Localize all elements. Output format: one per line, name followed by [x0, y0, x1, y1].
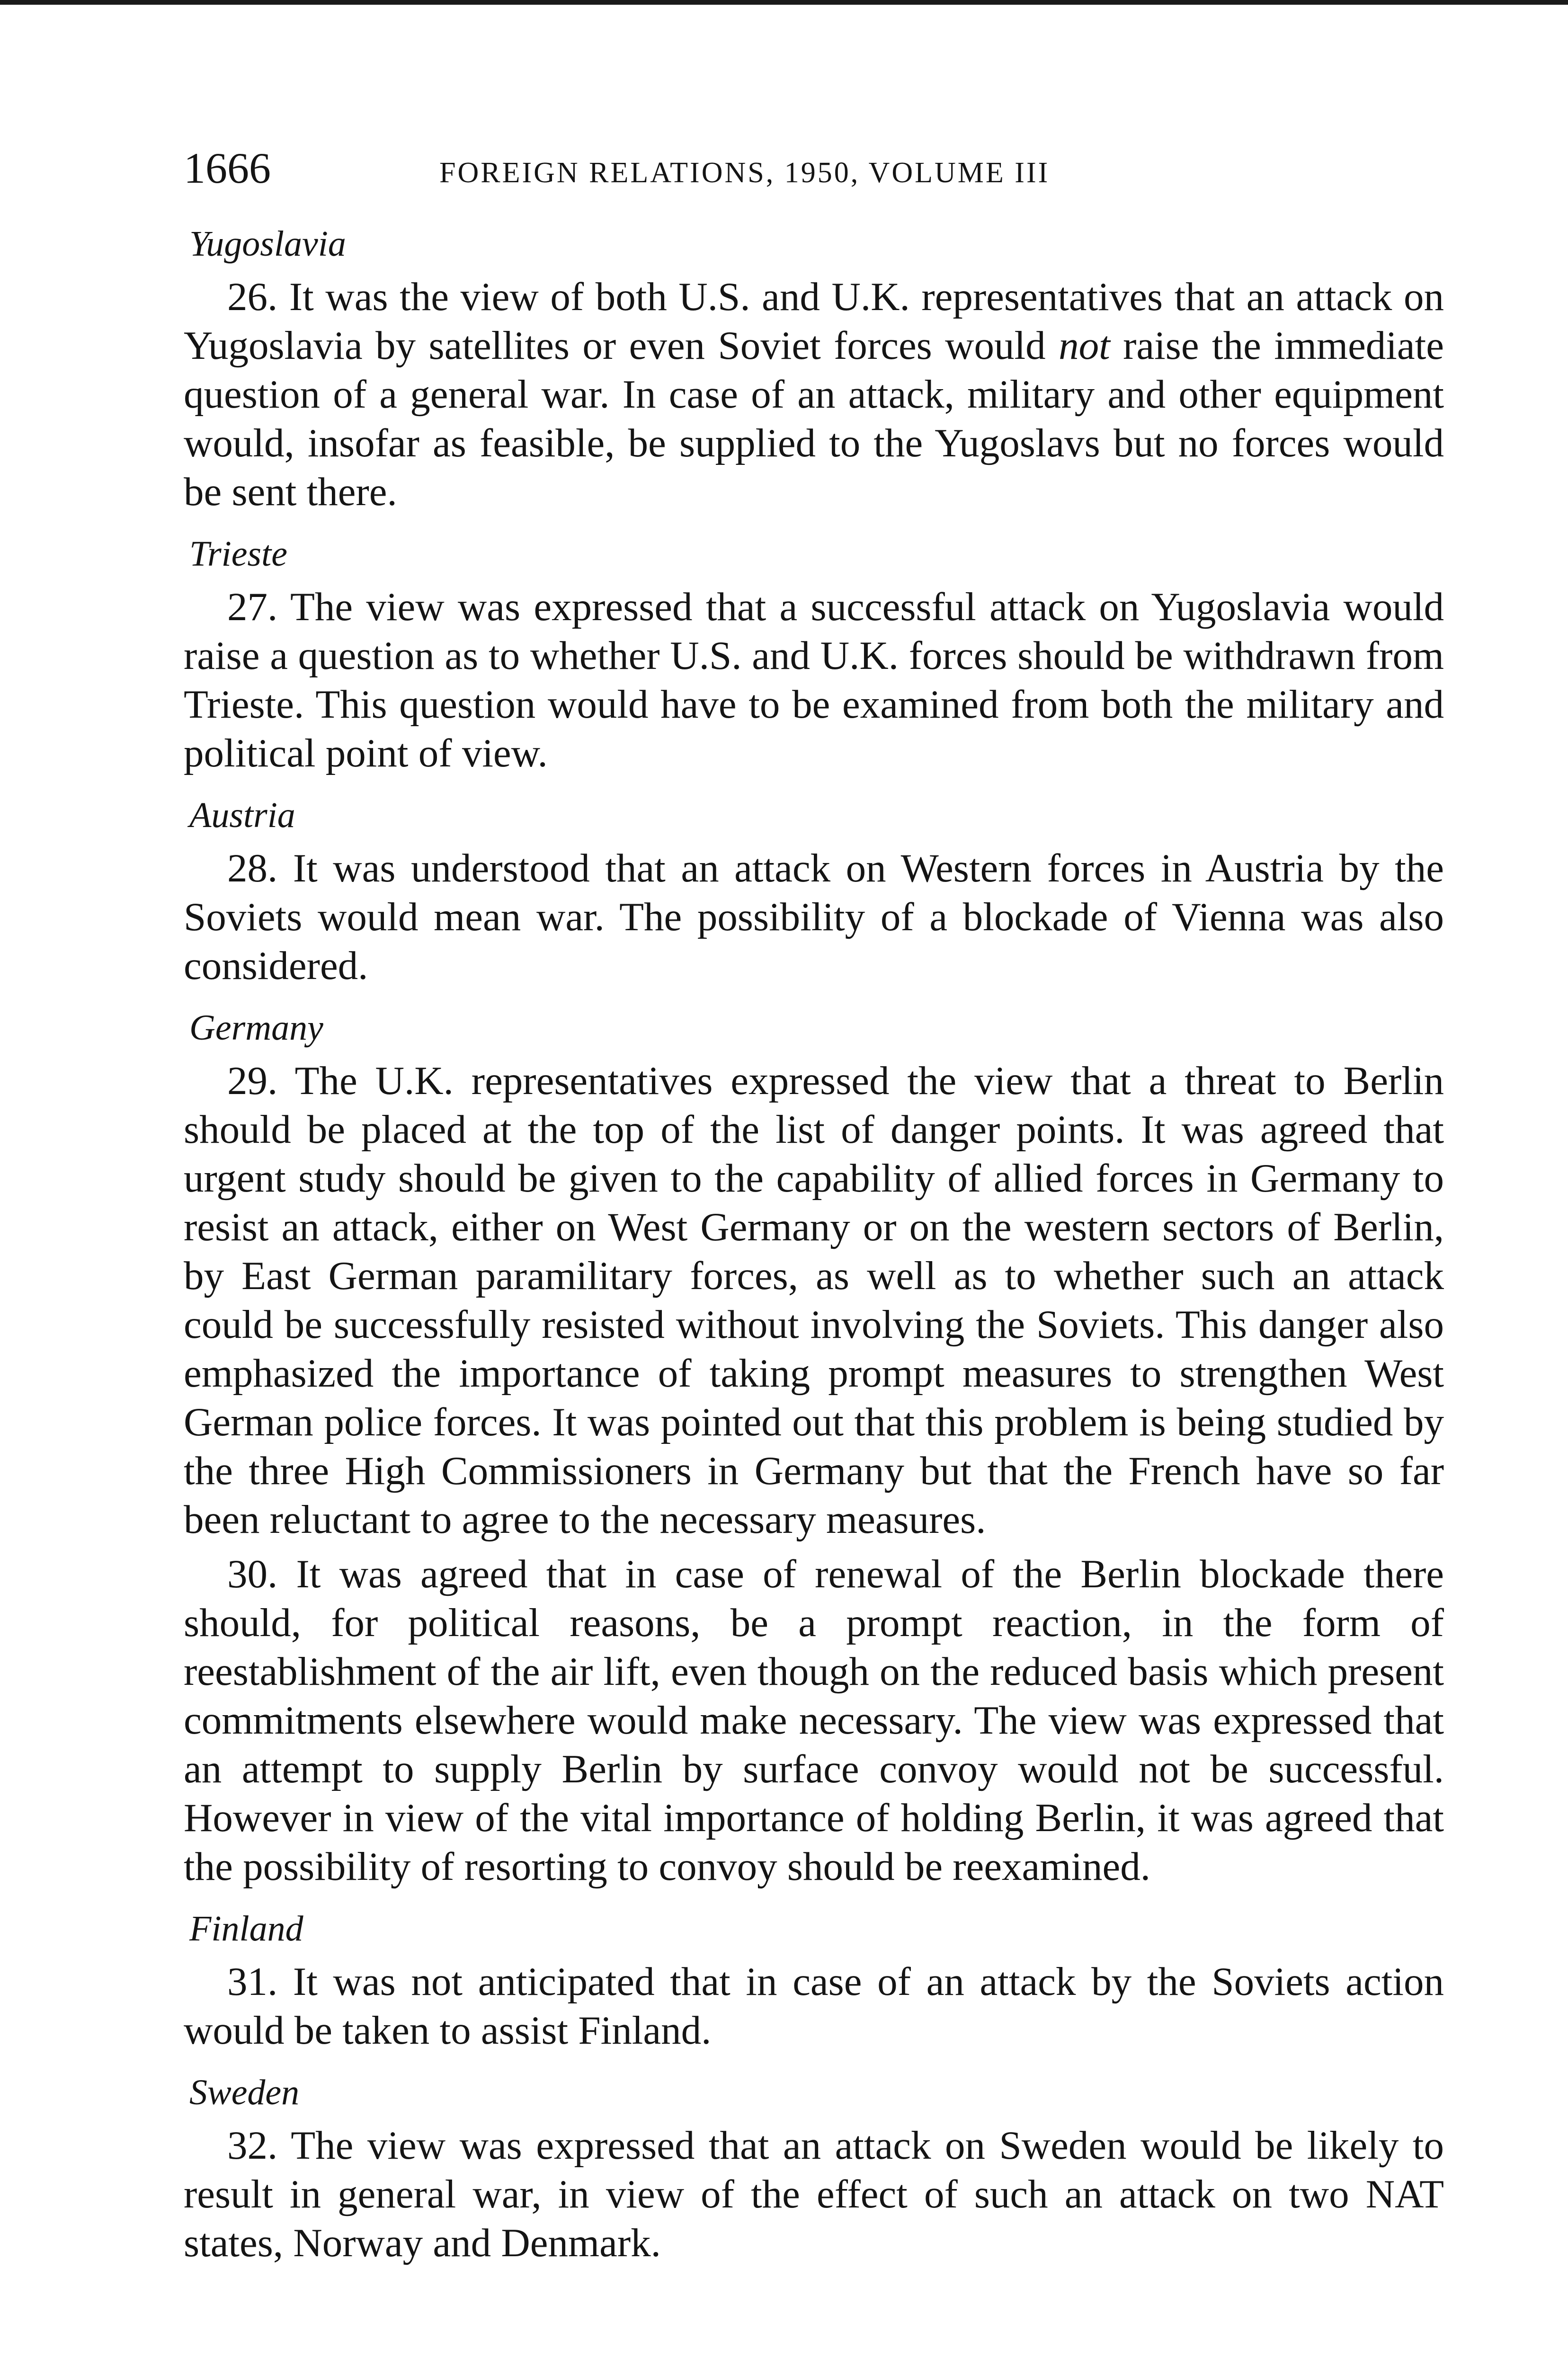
paragraph-text: 27. The view was expressed that a successful attack on Yugoslavia would raise a question as to whether U.S. and U.K. forces should be withdrawn from Trieste. This question would have to be examined from both the military and political point of view.: [184, 585, 1444, 775]
section-sweden: [184, 2066, 1444, 2268]
numbered-paragraph: [184, 2121, 1444, 2268]
document-page: [184, 142, 1444, 2279]
numbered-paragraph: [184, 1057, 1444, 1544]
paragraph-text: 29. The U.K. representatives expressed the view that a threat to Berlin should be placed at the top of the list of danger points. It was agreed that urgent study should be given to the capability of allied forces in Germany to resist an attack, either on West Germany or on the western sectors of Berlin, by East German paramilitary forces, as well as to whether such an attack could be successfully resisted without involving the Soviets. This danger also emphasized the importance of taking prompt measures to strengthen West German police forces. It was pointed out that this problem is being studied by the three High Commissioners in Germany but that the French have so far been reluctant to agree to the necessary measures.: [184, 1059, 1444, 1542]
page-number: 1666: [184, 144, 271, 192]
numbered-paragraph: [184, 1958, 1444, 2055]
top-edge-rule: [0, 0, 1568, 5]
numbered-paragraph: [184, 583, 1444, 778]
numbered-paragraph: [184, 844, 1444, 990]
paragraph-text: 30. It was agreed that in case of renewal of the Berlin blockade there should, for political reasons, be a prompt reaction, in the form of reestablishment of the air lift, even though on the reduced basis which present commitments elsewhere would make necessary. The view was expressed that an attempt to supply Berlin by surface convoy would not be successful. However in view of the vital importance of holding Berlin, it was agreed that the possibility of resorting to convoy should be reexamined.: [184, 1552, 1444, 1889]
section-heading: Germany: [189, 1008, 323, 1048]
document-body: [184, 218, 1444, 2268]
numbered-paragraph: [184, 273, 1444, 516]
section-yugoslavia: [184, 218, 1444, 516]
section-heading: Finland: [189, 1909, 303, 1949]
running-head: [184, 142, 1444, 213]
section-austria: [184, 789, 1444, 990]
section-heading: Trieste: [189, 534, 287, 574]
running-title: FOREIGN RELATIONS, 1950, VOLUME III: [439, 157, 1050, 189]
section-heading: Sweden: [189, 2073, 300, 2112]
section-trieste: [184, 528, 1444, 778]
paragraph-text: 31. It was not anticipated that in case of an attack by the Soviets action would be taken to assist Finland.: [184, 1959, 1444, 2053]
section-heading: Austria: [189, 795, 295, 835]
section-finland: [184, 1903, 1444, 2055]
emphasized-text: not: [1059, 323, 1110, 368]
section-germany: [184, 1002, 1444, 1891]
numbered-paragraph: [184, 1550, 1444, 1891]
section-heading: Yugoslavia: [189, 224, 346, 264]
paragraph-text: 26. It was the view of both U.S. and U.K. representatives that an attack on Yugoslavia by satellites or even Soviet forces would: [184, 275, 1444, 368]
paragraph-text: 32. The view was expressed that an attack on Sweden would be likely to result in general war, in view of the effect of such an attack on two NAT states, Norway and Denmark.: [184, 2123, 1444, 2265]
paragraph-text: 28. It was understood that an attack on Western forces in Austria by the Soviets would mean war. The possibility of a blockade of Vienna was also considered.: [184, 846, 1444, 988]
paragraph-text: raise the immediate question of a general war. In case of an attack, military and other equipment would, insofar as feasible, be supplied to the Yugoslavs but no forces would be sent there.: [184, 323, 1444, 514]
